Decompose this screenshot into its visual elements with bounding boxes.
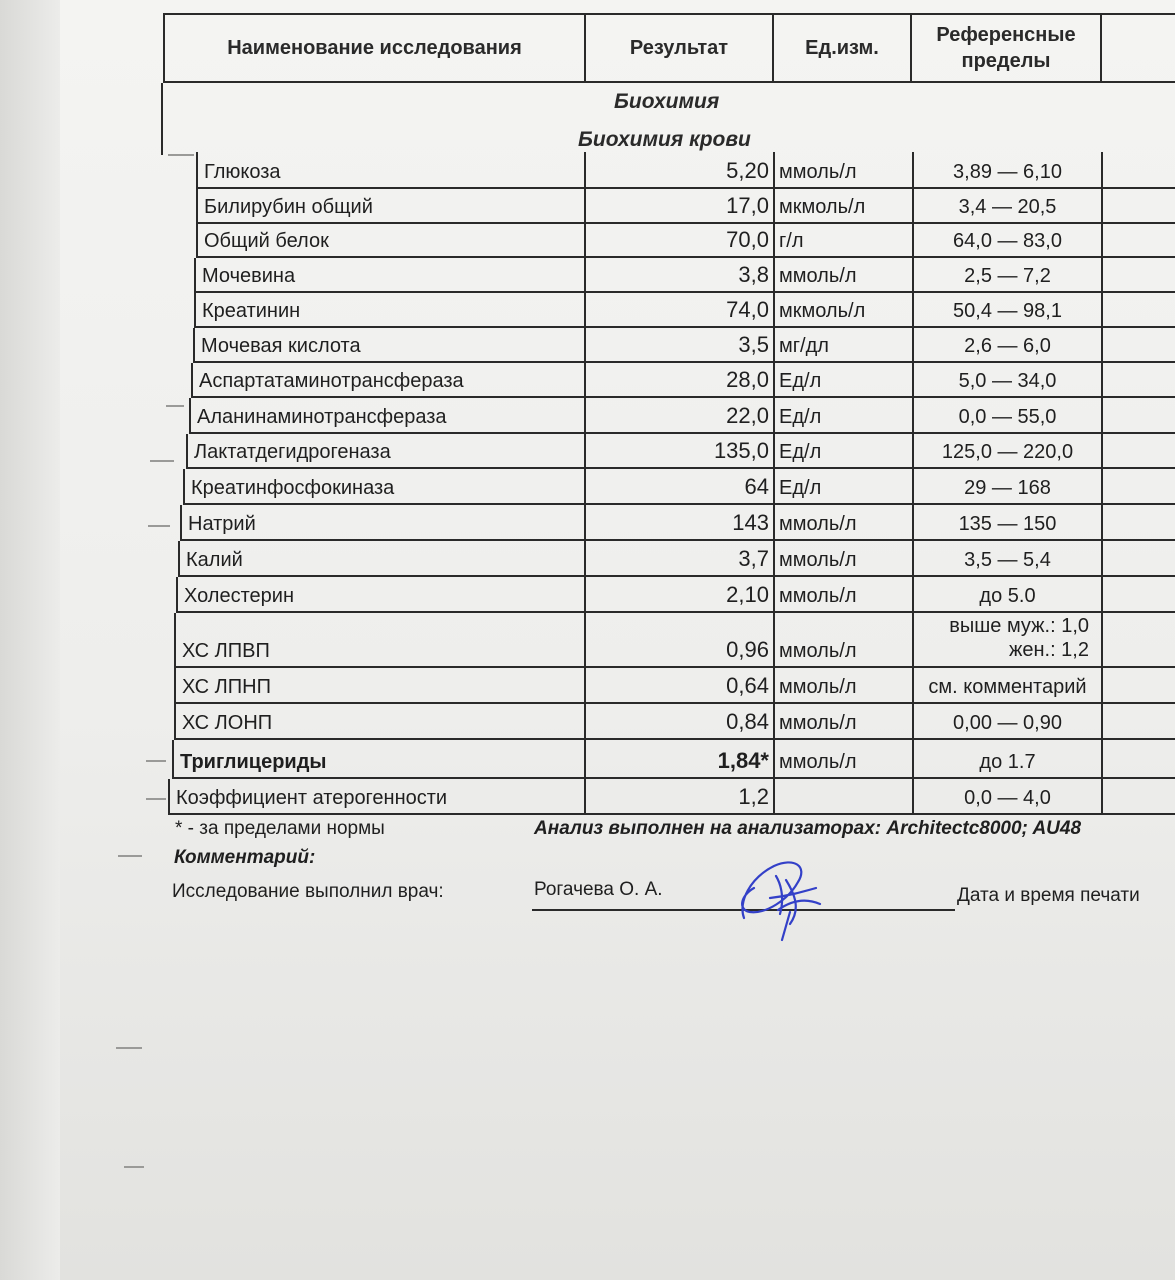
test-result: 0,84: [586, 704, 775, 738]
margin-tick: [124, 1166, 144, 1168]
test-name: Глюкоза: [198, 152, 586, 187]
test-name: Билирубин общий: [198, 189, 586, 222]
test-unit: ммоль/л: [775, 541, 914, 575]
test-unit: Ед/л: [775, 363, 914, 396]
underlying-sheet: [0, 0, 60, 1280]
table-row: [176, 577, 1175, 613]
table-row: [186, 434, 1175, 469]
test-reference: 3,5 — 5,4: [914, 541, 1103, 575]
test-result: 17,0: [586, 189, 775, 222]
header-unit: Ед.изм.: [774, 15, 912, 81]
test-unit: ммоль/л: [775, 668, 914, 702]
table-row: [194, 293, 1175, 328]
test-name: Общий белок: [198, 224, 586, 256]
test-unit: г/л: [775, 224, 914, 256]
section-title: Биохимия: [614, 90, 720, 113]
test-unit: ммоль/л: [775, 505, 914, 539]
test-result: 2,10: [586, 577, 775, 611]
table-row: [196, 152, 1175, 189]
test-reference: 3,4 — 20,5: [914, 189, 1103, 222]
test-name: Креатинфосфокиназа: [185, 469, 586, 503]
extra-column-cell: [1103, 224, 1175, 256]
test-name: Лактатдегидрогеназа: [188, 434, 586, 467]
signature-image: [730, 852, 840, 947]
test-result: 64: [586, 469, 775, 503]
test-unit: мкмоль/л: [775, 293, 914, 326]
print-date-label: Дата и время печати: [957, 885, 1140, 906]
test-reference: 125,0 — 220,0: [914, 434, 1103, 467]
table-row: [174, 613, 1175, 668]
test-name: ХС ЛПВП: [176, 613, 586, 666]
analyzer-note: Анализ выполнен на анализаторах: Architectc8000; AU48: [534, 818, 1082, 839]
test-name: Мочевина: [196, 258, 586, 291]
test-reference: см. комментарий: [914, 668, 1103, 702]
test-result: 143: [586, 505, 775, 539]
table-row: [193, 328, 1175, 363]
test-name: Калий: [180, 541, 586, 575]
extra-column-cell: [1103, 505, 1175, 539]
test-unit: ммоль/л: [775, 152, 914, 187]
test-result: 3,5: [586, 328, 775, 361]
test-unit: Ед/л: [775, 398, 914, 432]
reference-line: жен.: 1,2: [1008, 639, 1089, 661]
extra-column-cell: [1103, 152, 1175, 187]
doctor-label: Исследование выполнил врач:: [172, 881, 444, 902]
test-reference: до 5.0: [914, 577, 1103, 611]
test-reference: до 1.7: [914, 740, 1103, 777]
test-unit: ммоль/л: [775, 613, 914, 666]
test-unit: ммоль/л: [775, 258, 914, 291]
table-row: [168, 779, 1175, 815]
margin-tick: [146, 760, 166, 762]
test-name: Триглицериды: [174, 740, 586, 777]
table-row: [196, 224, 1175, 258]
extra-column-cell: [1103, 189, 1175, 222]
extra-column-cell: [1103, 434, 1175, 467]
margin-tick: [166, 405, 184, 407]
test-reference: 50,4 — 98,1: [914, 293, 1103, 326]
test-reference: 2,5 — 7,2: [914, 258, 1103, 291]
table-row: [183, 469, 1175, 505]
test-reference: 0,0 — 4,0: [914, 779, 1103, 813]
margin-tick: [168, 154, 194, 156]
extra-column-cell: [1103, 704, 1175, 738]
reference-line: выше муж.: 1,0: [949, 615, 1089, 637]
subsection-title: Биохимия крови: [578, 128, 751, 151]
header-reference: Референсные пределы: [912, 15, 1102, 81]
test-unit: мг/дл: [775, 328, 914, 361]
test-name: ХС ЛОНП: [176, 704, 586, 738]
extra-column-cell: [1103, 258, 1175, 291]
comment-label: Комментарий:: [174, 847, 316, 868]
table-row: [191, 363, 1175, 398]
test-name: ХС ЛПНП: [176, 668, 586, 702]
test-reference: 29 — 168: [914, 469, 1103, 503]
table-row: [180, 505, 1175, 541]
extra-column-cell: [1103, 363, 1175, 396]
test-name: Аланинаминотрансфераза: [191, 398, 586, 432]
extra-column-cell: [1103, 779, 1175, 813]
extra-column-cell: [1103, 328, 1175, 361]
test-reference: 135 — 150: [914, 505, 1103, 539]
out-of-range-note: * - за пределами нормы: [175, 818, 385, 839]
test-result: 5,20: [586, 152, 775, 187]
test-reference: 0,0 — 55,0: [914, 398, 1103, 432]
test-name: Креатинин: [196, 293, 586, 326]
test-reference: 64,0 — 83,0: [914, 224, 1103, 256]
table-row: [189, 398, 1175, 434]
margin-tick: [116, 1047, 142, 1049]
test-unit: [775, 779, 914, 813]
table-row: [174, 704, 1175, 740]
test-reference: 2,6 — 6,0: [914, 328, 1103, 361]
test-result: 74,0: [586, 293, 775, 326]
test-result: 0,96: [586, 613, 775, 666]
test-unit: Ед/л: [775, 434, 914, 467]
test-reference: [914, 613, 1103, 666]
table-row: [196, 189, 1175, 224]
test-reference: 0,00 — 0,90: [914, 704, 1103, 738]
test-unit: мкмоль/л: [775, 189, 914, 222]
test-result: 70,0: [586, 224, 775, 256]
test-reference: 5,0 — 34,0: [914, 363, 1103, 396]
test-result: 28,0: [586, 363, 775, 396]
extra-column-cell: [1103, 469, 1175, 503]
table-row: [174, 668, 1175, 704]
doctor-name: Рогачева О. А.: [534, 879, 663, 900]
header-name: Наименование исследования: [165, 15, 586, 81]
test-unit: ммоль/л: [775, 740, 914, 777]
table-row: [172, 740, 1175, 779]
test-result: 1,2: [586, 779, 775, 813]
extra-column-cell: [1103, 668, 1175, 702]
extra-column-cell: [1103, 740, 1175, 777]
table-left-border: [161, 83, 163, 155]
margin-tick: [148, 525, 170, 527]
test-result: 0,64: [586, 668, 775, 702]
test-result: 22,0: [586, 398, 775, 432]
extra-column-cell: [1103, 398, 1175, 432]
extra-column-cell: [1103, 577, 1175, 611]
margin-tick: [150, 460, 174, 462]
test-result: 1,84*: [586, 740, 775, 777]
test-unit: ммоль/л: [775, 704, 914, 738]
test-result: 3,8: [586, 258, 775, 291]
test-unit: Ед/л: [775, 469, 914, 503]
test-unit: ммоль/л: [775, 577, 914, 611]
header-result: Результат: [586, 15, 774, 81]
test-name: Коэффициент атерогенности: [170, 779, 586, 813]
table-row: [178, 541, 1175, 577]
table-row: [194, 258, 1175, 293]
test-name: Холестерин: [178, 577, 586, 611]
margin-tick: [118, 855, 142, 857]
extra-column-cell: [1103, 293, 1175, 326]
margin-tick: [146, 798, 166, 800]
test-result: 135,0: [586, 434, 775, 467]
test-result: 3,7: [586, 541, 775, 575]
table-header: [163, 13, 1175, 83]
test-name: Мочевая кислота: [195, 328, 586, 361]
test-reference: 3,89 — 6,10: [914, 152, 1103, 187]
extra-column-cell: [1103, 541, 1175, 575]
test-name: Натрий: [182, 505, 586, 539]
test-name: Аспартатаминотрансфераза: [193, 363, 586, 396]
extra-column-cell: [1103, 613, 1175, 666]
